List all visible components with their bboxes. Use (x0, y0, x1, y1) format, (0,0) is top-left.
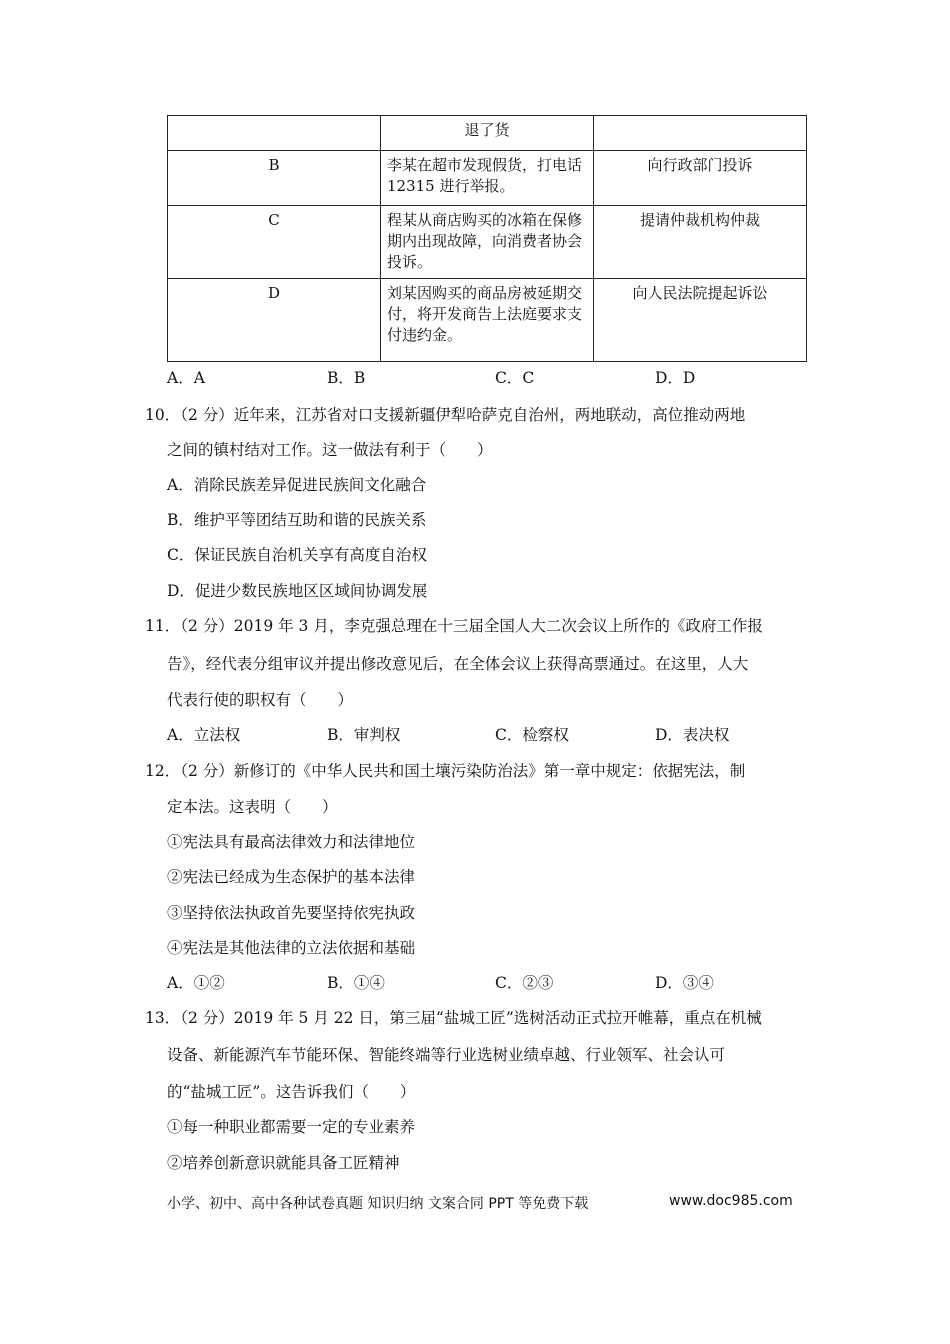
q12-stem-line: 定本法。这表明（ ） (167, 798, 338, 816)
option-b: B．B (327, 369, 366, 387)
option-d: D．③④ (655, 974, 714, 992)
q12-item: ②宪法已经成为生态保护的基本法律 (167, 868, 416, 886)
q12-item: ①宪法具有最高法律效力和法律地位 (167, 833, 416, 851)
table-row (168, 116, 807, 151)
q10-option-b: B．维护平等团结互助和谐的民族关系 (167, 511, 427, 529)
answer-table (167, 115, 807, 362)
table-cell-label (168, 116, 381, 151)
table-row (168, 206, 807, 279)
table-cell-action: 提请仲裁机构仲裁 (594, 206, 807, 279)
option-d: D．表决权 (655, 726, 730, 744)
table-cell-label: D (168, 279, 381, 362)
q13-stem-line: 13．（2 分）2019 年 5 月 22 日，第三届“盐城工匠”选树活动正式拉开帷幕，重点在机械 (145, 1009, 762, 1027)
q11-stem-line: 代表行使的职权有（ ） (167, 691, 354, 709)
q10-option-a: A．消除民族差异促进民族间文化融合 (167, 476, 427, 494)
table-cell-case: 程某从商店购买的冰箱在保修期内出现故障，向消费者协会投诉。 (381, 206, 594, 279)
table-cell-case: 刘某因购买的商品房被延期交付，将开发商告上法庭要求支付违约金。 (381, 279, 594, 362)
option-c: C．C (495, 369, 535, 387)
option-a: A．立法权 (167, 726, 241, 744)
table-cell-case: 李某在超市发现假货，打电话 12315 进行举报。 (381, 151, 594, 206)
q13-stem-line: 设备、新能源汽车节能环保、智能终端等行业选树业绩卓越、行业领军、社会认可 (167, 1046, 726, 1064)
option-d: D．D (655, 369, 696, 387)
q11-stem-line: 告》，经代表分组审议并提出修改意见后，在全体会议上获得高票通过。在这里，人大 (167, 655, 749, 673)
footer-text: 小学、初中、高中各种试卷真题 知识归纳 文案合同 PPT 等免费下载 (167, 1196, 589, 1212)
option-b: B．审判权 (327, 726, 401, 744)
q13-item: ①每一种职业都需要一定的专业素养 (167, 1118, 416, 1136)
q12-stem-line: 12．（2 分）新修订的《中华人民共和国土壤污染防治法》第一章中规定：依据宪法，制 (145, 762, 746, 780)
q10-stem-line: 10．（2 分）近年来，江苏省对口支援新疆伊犁哈萨克自治州，两地联动，高位推动两地 (145, 406, 746, 424)
q12-item: ④宪法是其他法律的立法依据和基础 (167, 939, 416, 957)
option-c: C．②③ (495, 974, 554, 992)
table-cell-label: C (168, 206, 381, 279)
q10-option-d: D．促进少数民族地区区域间协调发展 (167, 582, 428, 600)
q11-stem-line: 11．（2 分）2019 年 3 月，李克强总理在十三届全国人大二次会议上所作的《政府工作报 (145, 617, 763, 635)
table-cell-label: B (168, 151, 381, 206)
option-a: A．①② (167, 974, 225, 992)
option-c: C．检察权 (495, 726, 569, 744)
table-cell-case: 退了货 (381, 116, 594, 151)
q12-item: ③坚持依法执政首先要坚持依宪执政 (167, 904, 416, 922)
option-a: A．A (167, 369, 205, 387)
table-row (168, 279, 807, 362)
table-row (168, 151, 807, 206)
q10-stem-line: 之间的镇村结对工作。这一做法有利于（ ） (167, 441, 493, 459)
footer-url[interactable]: www.doc985.com (669, 1193, 793, 1209)
table-cell-action (594, 116, 807, 151)
q10-option-c: C．保证民族自治机关享有高度自治权 (167, 546, 427, 564)
q13-item: ②培养创新意识就能具备工匠精神 (167, 1154, 400, 1172)
option-b: B．①④ (327, 974, 385, 992)
q13-stem-line: 的“盐城工匠”。这告诉我们（ ） (167, 1083, 416, 1101)
table-cell-action: 向行政部门投诉 (594, 151, 807, 206)
table-cell-action: 向人民法院提起诉讼 (594, 279, 807, 362)
